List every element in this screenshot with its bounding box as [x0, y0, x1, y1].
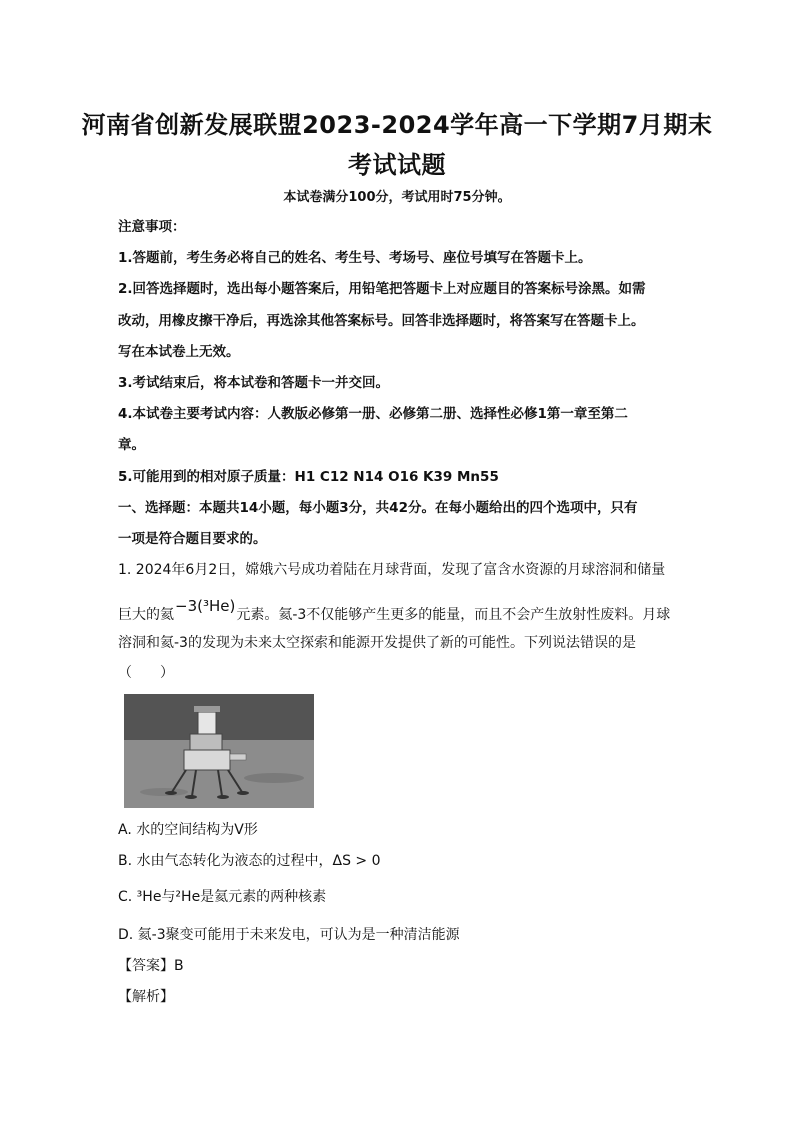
- note-item-1: 1.答题前，考生务必将自己的姓名、考生号、考场号、座位号填写在答题卡上。: [118, 250, 592, 266]
- question-1-paren: （ ）: [118, 665, 174, 681]
- question-1-line1: 1. 2024年6月2日，嫦娥六号成功着陆在月球背面，发现了富含水资源的月球溶洞和储量: [118, 562, 666, 578]
- lander-photo: [124, 694, 314, 808]
- analysis-label: 【解析】: [118, 989, 174, 1005]
- note-item-2-line1: 2.回答选择题时，选出每小题答案后，用铅笔把答题卡上对应题目的答案标号涂黑。如需: [118, 281, 646, 297]
- note-item-2-line2: 改动，用橡皮擦干净后，再选涂其他答案标号。回答非选择题时，将答案写在答题卡上。: [118, 313, 645, 329]
- option-a: A. 水的空间结构为V形: [118, 822, 258, 838]
- question-1-line2: [118, 597, 678, 624]
- page-title-line2: 考试试题: [348, 151, 446, 179]
- notes-heading: 注意事项：: [118, 219, 186, 235]
- helium-3-formula: −3(³He): [175, 597, 236, 615]
- question-1-line2-suffix: 元素。氦-3不仅能够产生更多的能量，而且不会产生放射性废料。月球: [236, 607, 671, 623]
- section-heading-line1: 一、选择题：本题共14小题，每小题3分，共42分。在每小题给出的四个选项中，只有: [118, 500, 638, 516]
- question-1-line3: 溶洞和氦-3的发现为未来太空探索和能源开发提供了新的可能性。下列说法错误的是: [118, 635, 636, 651]
- note-item-4-line1: 4.本试卷主要考试内容：人教版必修第一册、必修第二册、选择性必修1第一章至第二: [118, 406, 628, 422]
- answer-label: 【答案】B: [118, 958, 184, 974]
- lunar-lander-image: [124, 694, 314, 808]
- note-item-4-line2: 章。: [118, 437, 145, 453]
- page-title: 河南省创新发展联盟2023-2024学年高一下学期7月期末: [81, 111, 713, 139]
- option-b: B. 水由气态转化为液态的过程中，ΔS > 0: [118, 853, 381, 869]
- section-heading-line2: 一项是符合题目要求的。: [118, 531, 267, 547]
- question-1-line2-prefix: 巨大的氦: [118, 607, 174, 623]
- note-item-3: 3.考试结束后，将本试卷和答题卡一并交回。: [118, 375, 390, 391]
- exam-info: 本试卷满分100分，考试用时75分钟。: [283, 190, 511, 205]
- option-d: D. 氦-3聚变可能用于未来发电，可认为是一种清洁能源: [118, 927, 460, 943]
- note-item-2-line3: 写在本试卷上无效。: [118, 344, 240, 360]
- note-item-5: 5.可能用到的相对原子质量：H1 C12 N14 O16 K39 Mn55: [118, 469, 499, 485]
- option-c: C. ³He与²He是氦元素的两种核素: [118, 889, 327, 905]
